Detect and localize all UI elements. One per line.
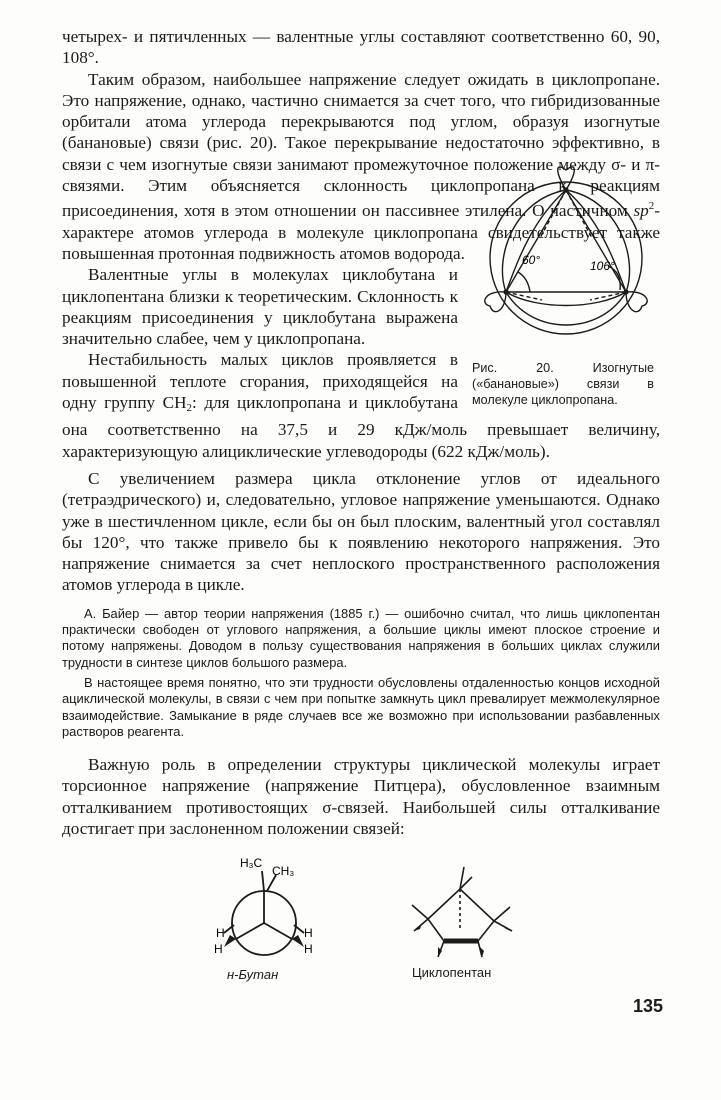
superscript: 2 — [648, 200, 655, 213]
sp-term: sp — [633, 201, 649, 221]
ch3-label: CH₃ — [272, 864, 295, 879]
h-label: H — [304, 942, 313, 957]
note-baeyer: А. Байер — автор теории напряжения (1885 г.) — ошибочно считал, что лишь циклопентан практически свободен от углового напряжения, а большие циклы имеют плоское строение и потому напряжены. Доводом в пользу существования напряжения в больших циклах служили трудности в синтезе циклов большого размера. — [62, 605, 660, 670]
h-label: H — [214, 942, 223, 957]
bond-lobe-bottom — [506, 292, 626, 325]
subscript: 2 — [186, 402, 193, 415]
text-run: Таким образом, наибольшее напряжение следует ожидать в циклопропане. Это напряжение, однако, частично снимается за счет того, что гибридизованные орбитали атома углерода перекрываются под углом, образуя изогнутые (банановые) связи (рис. 20). Такое перекрывание недостаточно эффективно, в связи с чем изогнутые связи занимают промежуточное положение между σ- и π-связями. Этим объясняется склонность циклопропана к реакциям присоединения, хотя в этом отношении он пассивнее этилена. О частичном — [62, 69, 660, 221]
page-number: 135 — [632, 996, 663, 1016]
paragraph-continued: четырех- и пятичленных — валентные углы составляют соответственно 60, 90, 108°. — [62, 27, 660, 68]
butane-newman-projection — [212, 851, 322, 971]
paragraph-valence-angles: Валентные углы в молекулах циклобутана и циклопентана близки к теоретическим. Склонность к реакциям присоединения у циклобутана выражена значительно слабее, чем у циклопропана. — [62, 265, 458, 349]
text-run: -характере атомов углерода в молекуле циклопропана свидетельствует также повышенная протонная подвижность атомов водорода. — [62, 201, 660, 263]
paragraph-torsion: Важную роль в определении структуры циклической молекулы играет торсионное напряжение (напряжение Питцера), обусловленное взаимным отталкиванием противостоящих σ-связей. Наибольшей силы отталкивание достигает при заслоненном положении связей: — [62, 755, 660, 838]
h-label: H — [304, 926, 313, 941]
angle-arc-60 — [518, 272, 530, 292]
figure-20-caption: Рис. 20. Изогнутые («банановые») связи в молекуле циклопропана. — [472, 361, 654, 408]
page-body — [62, 26, 660, 991]
bottom-figures — [62, 841, 660, 991]
angle-label-60: 60° — [522, 253, 541, 268]
paragraph-ring-size: С увеличением размера цикла отклонение углов от идеального (тетраэдрического) и, следовательно, угловое напряжение уменьшаются. Однако уже в шестичленном цикле, если бы он был плоским, валентный угол составлял бы 120°, что также привело бы к появлению некоторого напряжения. Это напряжение снимается за счет неплоского пространственного расположения атомов углерода в цикле. — [62, 468, 660, 595]
h-label: H — [216, 926, 225, 941]
angle-label-106: 106° — [590, 259, 615, 274]
h3c-label: H₃C — [240, 856, 263, 871]
text-run: Нестабильность малых циклов проявляется в повышенной теплоте сгорания, приходящейся на одну группу CH — [62, 350, 458, 413]
butane-label: н-Бутан — [227, 967, 279, 983]
h-orbital-left — [485, 292, 506, 312]
note-current: В настоящее время понятно, что эти трудности обусловлены отдаленностью концов исходной ациклической молекулы, в связи с чем при попытке замкнуть цикл превалирует межмолекулярное взаимодействие. Замыкание в ряде случаев все же возможно при использовании разбавленных растворов реагента. — [62, 674, 660, 739]
h-orbital-right — [626, 292, 647, 312]
text-run: : для циклопропана и циклобутана она соответственно на 37,5 и 29 кДж/моль превышает величину, характеризующую алициклические углеводороды (622 кДж/моль). — [62, 393, 660, 461]
cyclopentane-drawing — [402, 859, 542, 969]
cyclopentane-label: Циклопентан — [412, 965, 492, 981]
